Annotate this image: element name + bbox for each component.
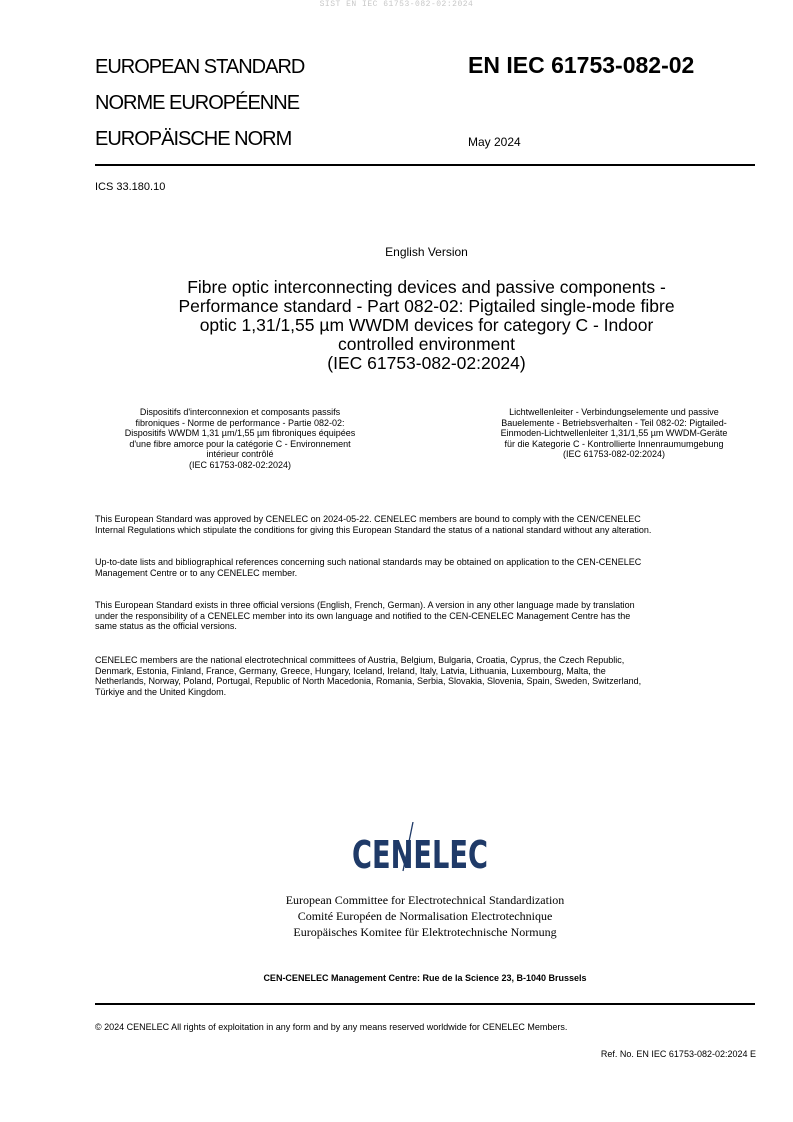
management-centre-address: CEN-CENELEC Management Centre: Rue de la Science 23, B-1040 Brussels	[263, 973, 587, 983]
german-title-line: Einmoden-Lichtwellenleiter 1,31/1,55 µm WWDM-Geräte	[500, 428, 728, 438]
committee-name-en: European Committee for Electrotechnical Standardization	[285, 893, 565, 907]
paragraph-line: same status as the official versions.	[95, 621, 237, 631]
reference-number: Ref. No. EN IEC 61753-082-02:2024 E	[600, 1049, 756, 1059]
title-european-standard: EUROPEAN STANDARD	[95, 56, 305, 78]
paragraph-line: Denmark, Estonia, Finland, France, Germany, Greece, Hungary, Iceland, Ireland, Italy, Latvia, Lithuania, Luxembourg, Malta, the	[95, 665, 606, 676]
title-line: Fibre optic interconnecting devices and passive components -	[187, 277, 666, 297]
document-title	[150, 278, 703, 373]
title-europaische-norm: EUROPÄISCHE NORM	[95, 128, 292, 150]
german-title-line: Lichtwellenleiter - Verbindungselemente und passive	[509, 407, 719, 417]
paragraph-line: This European Standard exists in three official versions (English, French, German). A version in any other language made by translation	[95, 600, 635, 610]
title-line: optic 1,31/1,55 µm WWDM devices for category C - Indoor	[199, 315, 654, 335]
french-title-line: Dispositifs d'interconnexion et composants passifs	[139, 407, 341, 417]
references-paragraph	[95, 557, 760, 578]
paragraph-line: CENELEC members are the national electrotechnical committees of Austria, Belgium, Bulgaria, Croatia, Cyprus, the Czech Republic,	[95, 655, 625, 665]
versions-paragraph	[95, 600, 760, 632]
standard-number: EN IEC 61753-082-02	[468, 52, 695, 78]
title-line: Performance standard - Part 082-02: Pigtailed single-mode fibre	[178, 296, 675, 316]
french-title-line: d'une fibre amorce pour la catégorie C - Environnement	[129, 438, 351, 449]
cenelec-logo-text: CENELEC	[352, 833, 488, 872]
cenelec-logo	[300, 822, 540, 872]
german-title-line: Bauelemente - Betriebsverhalten - Teil 082-02: Pigtailed-	[501, 417, 727, 428]
committee-names	[200, 892, 650, 940]
english-version-label: English Version	[385, 245, 468, 259]
paragraph-line: Up-to-date lists and bibliographical references concerning such national standards may be obtained on application to the CEN-CENELEC	[95, 557, 642, 567]
header-divider	[95, 164, 755, 166]
footer-divider	[95, 1003, 755, 1005]
german-title-line: (IEC 61753-082-02:2024)	[562, 449, 666, 459]
paragraph-line: Türkiye and the United Kingdom.	[95, 686, 227, 697]
committee-name-fr: Comité Européen de Normalisation Electrotechnique	[297, 909, 553, 923]
german-title	[470, 407, 758, 460]
french-title-line: Dispositifs WWDM 1,31 µm/1,55 µm fibroniques équipées	[124, 428, 356, 438]
paragraph-line: Internal Regulations which stipulate the conditions for giving this European Standard the status of a national standard without any alteration.	[95, 524, 652, 535]
title-line: (IEC 61753-082-02:2024)	[327, 353, 526, 373]
paragraph-line: This European Standard was approved by CENELEC on 2024-05-22. CENELEC members are bound to comply with the CEN/CENELEC	[95, 514, 641, 524]
publication-date: May 2024	[468, 135, 521, 149]
french-title-line: intérieur contrôlé	[206, 449, 274, 459]
french-title-line: (IEC 61753-082-02:2024)	[188, 459, 292, 470]
french-title-line: fibroniques - Norme de performance - Partie 082-02:	[135, 417, 345, 428]
french-title	[95, 407, 385, 470]
ics-code: ICS 33.180.10	[95, 181, 166, 193]
copyright-notice: © 2024 CENELEC All rights of exploitation in any form and by any means reserved worldwide for CENELEC Members.	[95, 1022, 568, 1032]
title-line: controlled environment	[337, 334, 516, 354]
german-title-line: für die Kategorie C - Kontrollierte Innenraumumgebung	[504, 438, 724, 449]
approval-paragraph	[95, 514, 760, 535]
committee-name-de: Europäisches Komitee für Elektrotechnische Normung	[293, 925, 557, 939]
paragraph-line: Netherlands, Norway, Poland, Portugal, Republic of North Macedonia, Romania, Serbia, Slovakia, Slovenia, Spain, Sweden, Switzerland,	[95, 676, 642, 686]
paragraph-line: under the responsibility of a CENELEC member into its own language and notified to the CEN-CENELEC Management Centre has the	[95, 610, 631, 621]
watermark: SIST EN IEC 61753-082-02:2024	[319, 0, 474, 9]
paragraph-line: Management Centre or to any CENELEC member.	[95, 567, 298, 578]
title-norme-europeenne: NORME EUROPÉENNE	[95, 92, 300, 114]
members-paragraph	[95, 655, 760, 697]
